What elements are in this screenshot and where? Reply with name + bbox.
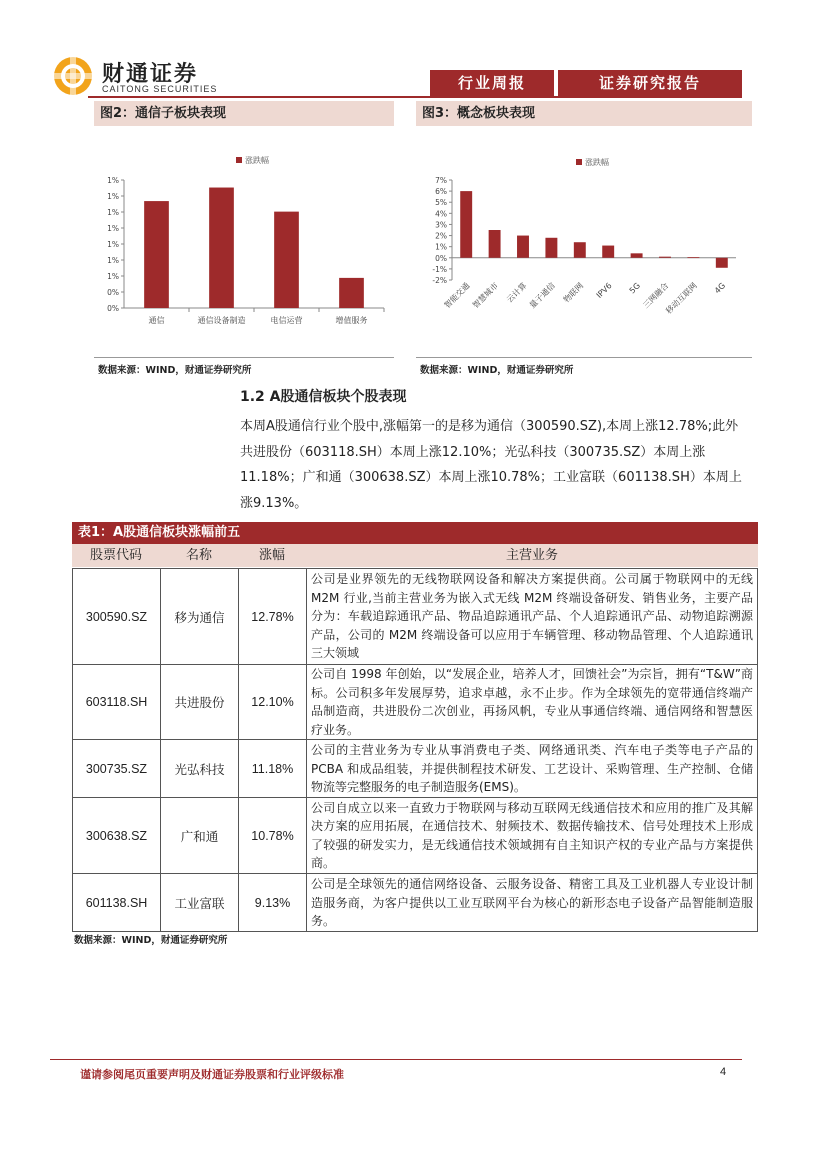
x-tick-label: 通信设备制造 <box>197 316 246 325</box>
y-tick-label: 1% <box>107 176 119 185</box>
x-tick-label: 4G <box>712 281 728 296</box>
header-business: 主营业务 <box>505 548 558 563</box>
cell-change: 10.78% <box>239 798 307 874</box>
cell-name: 广和通 <box>161 798 239 874</box>
header-divider <box>88 96 742 98</box>
cell-business: 公司的主营业务为专业从事消费电子类、网络通讯类、汽车电子类等电子产品的 PCBA 和成品组装，并提供制程技术研发、工艺设计、采购管理、生产控制、仓储物流等完整服务的电子制造服务(EMS)。 <box>307 740 758 798</box>
cell-business: 公司自成立以来一直致力于物联网与移动互联网无线通信技术和应用的推广及其解决方案的应用拓展，在通信技术、射频技术、数据传输技术、信号处理技术上形成了较强的研发实力，是无线通信技术领域拥有自主知识产权的专业产品与方案提供商。 <box>307 798 758 874</box>
y-tick-label: 1% <box>107 240 119 249</box>
section-paragraph: 本周A股通信行业个股中,涨幅第一的是移为通信（300590.SZ),本周上涨12.78%;此外共进股份（603118.SH）本周上涨12.10%；光弘科技（300735.SZ）本周上涨11.18%；广和通（300638.SZ）本周上涨10.78%；工业富联（601138.SH）本周上涨9.13%。 <box>240 419 742 511</box>
y-tick-label: 5% <box>435 198 447 208</box>
cell-name: 共进股份 <box>161 665 239 740</box>
x-tick-label: 电信运营 <box>270 316 303 325</box>
figure3-rule <box>416 357 752 358</box>
logo-chinese-name: 财通证券 <box>102 62 199 87</box>
table-title: 表1：A股通信板块涨幅前五 <box>72 522 758 544</box>
figure2-rule <box>94 357 394 358</box>
y-tick-label: 2% <box>435 231 447 241</box>
cell-code: 300735.SZ <box>73 740 161 798</box>
legend-label: 涨跌幅 <box>245 156 269 165</box>
header-tag-report: 证券研究报告 <box>558 70 742 96</box>
cell-change: 12.78% <box>239 569 307 665</box>
header-tag-weekly: 行业周报 <box>430 70 554 96</box>
y-tick-label: 1% <box>107 256 119 265</box>
cell-code: 300590.SZ <box>73 569 161 665</box>
x-tick-label: 增值服务 <box>335 316 368 325</box>
y-tick-label: 4% <box>435 209 447 219</box>
footer-disclaimer: 谨请参阅尾页重要声明及财通证券股票和行业评级标准 <box>80 1068 344 1081</box>
x-tick-label: 智能交通 <box>442 281 472 311</box>
y-tick-label: 1% <box>107 224 119 233</box>
bar <box>574 242 586 258</box>
x-tick-label: 智慧城市 <box>471 281 501 311</box>
y-tick-label: 1% <box>435 242 447 252</box>
section-title: 1.2 A股通信板块个股表现 <box>240 389 407 405</box>
page-number: 4 <box>720 1066 727 1078</box>
cell-business: 公司自 1998 年创始，以“发展企业，培养人才，回馈社会”为宗旨，拥有“T&W”商标。公司积多年发展厚势，追求卓越，永不止步。作为全球领先的宽带通信终端产品制造商，共进股份二次创业，再扬风帆，专业从事通信终端、通信网络和智慧医疗业务。 <box>307 665 758 740</box>
header-code: 股票代码 <box>89 548 142 563</box>
bar <box>631 253 643 257</box>
y-tick-label: 1% <box>107 192 119 201</box>
x-tick-label: IPV6 <box>594 281 614 300</box>
figure3-source: 数据来源：WIND，财通证券研究所 <box>420 365 574 376</box>
y-tick-label: 0% <box>107 304 119 313</box>
cell-business: 公司是业界领先的无线物联网设备和解决方案提供商。公司属于物联网中的无线 M2M 行业,当前主营业务为嵌入式无线 M2M 终端设备研发、销售业务，主要产品分为：车载追踪通讯产品、物品追踪通讯产品、个人追踪通讯产品、动物追踪溯源产品，公司的 M2M 终端设备可以应用于车辆管理、移动物品管理、个人追踪通讯三大领域 <box>307 569 758 665</box>
table-row <box>73 874 758 932</box>
header-change: 涨幅 <box>258 548 285 563</box>
bar <box>144 201 169 308</box>
bar <box>339 278 364 308</box>
x-tick-label: 量子通信 <box>527 281 557 311</box>
y-tick-label: 6% <box>435 187 447 197</box>
bar <box>687 257 699 258</box>
y-tick-label: 0% <box>435 253 447 263</box>
cell-name: 工业富联 <box>161 874 239 932</box>
cell-name: 光弘科技 <box>161 740 239 798</box>
table-row <box>73 740 758 798</box>
x-tick-label: 物联网 <box>561 281 586 305</box>
cell-change: 9.13% <box>239 874 307 932</box>
company-logo <box>52 55 262 99</box>
bar <box>517 236 529 258</box>
logo-english-name: CAITONG SECURITIES <box>102 84 218 94</box>
header-name: 名称 <box>185 548 212 563</box>
bar <box>489 230 501 258</box>
cell-code: 601138.SH <box>73 874 161 932</box>
bar <box>716 258 728 268</box>
x-tick-label: 通信 <box>148 316 165 325</box>
table-row <box>73 798 758 874</box>
y-tick-label: 7% <box>435 176 447 185</box>
figure2-source: 数据来源：WIND，财通证券研究所 <box>98 365 252 376</box>
bar <box>274 212 299 308</box>
x-tick-label: 三网融合 <box>641 281 671 311</box>
cell-code: 603118.SH <box>73 665 161 740</box>
legend-swatch <box>236 157 242 163</box>
cell-name: 移为通信 <box>161 569 239 665</box>
x-tick-label: 云计算 <box>505 281 529 305</box>
x-tick-label: 移动互联网 <box>664 281 699 316</box>
cell-change: 12.10% <box>239 665 307 740</box>
y-tick-label: 0% <box>107 288 119 297</box>
top-five-table <box>72 568 758 932</box>
table-source: 数据来源：WIND，财通证券研究所 <box>74 935 228 946</box>
table-row <box>73 569 758 665</box>
y-tick-label: 1% <box>107 208 119 217</box>
legend-swatch <box>576 159 582 165</box>
cell-code: 300638.SZ <box>73 798 161 874</box>
figure2-title: 图2：通信子板块表现 <box>94 101 394 126</box>
footer-divider <box>50 1059 742 1060</box>
logo-icon <box>52 55 94 97</box>
cell-business: 公司是全球领先的通信网络设备、云服务设备、精密工具及工业机器人专业设计制造服务商，为客户提供以工业互联网平台为核心的新形态电子设备产品智能制造服务。 <box>307 874 758 932</box>
figure3-title: 图3：概念板块表现 <box>416 101 752 126</box>
x-tick-label: 5G <box>627 281 643 296</box>
bar <box>545 238 557 258</box>
bar <box>460 191 472 258</box>
table-row <box>73 665 758 740</box>
cell-change: 11.18% <box>239 740 307 798</box>
y-tick-label: -2% <box>432 276 447 285</box>
bar <box>209 188 234 308</box>
bar <box>659 257 671 258</box>
chart-concept-performance <box>416 130 752 356</box>
legend-label: 涨跌幅 <box>585 158 609 167</box>
y-tick-label: 3% <box>435 220 447 230</box>
bar <box>602 246 614 258</box>
chart-subsector-performance <box>94 130 394 356</box>
y-tick-label: -1% <box>432 264 447 274</box>
y-tick-label: 1% <box>107 272 119 281</box>
table-header <box>72 544 758 567</box>
